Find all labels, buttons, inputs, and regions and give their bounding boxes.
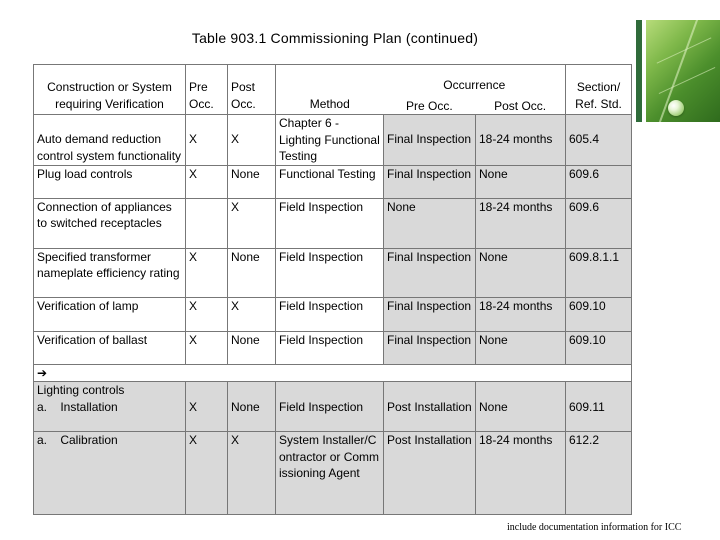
cell-system: a. Calibration — [34, 432, 186, 515]
cell-pre: X — [186, 297, 228, 331]
table-header-row — [34, 65, 632, 115]
decorative-band — [636, 20, 642, 122]
cell-occ-post: 18-24 months — [476, 115, 566, 166]
cell-occ-pre: Post Installation — [384, 382, 476, 432]
cell-system: Plug load controls — [34, 165, 186, 198]
cell-occ-post: 18-24 months — [476, 297, 566, 331]
header-section: Section/ Ref. Std. — [566, 65, 632, 115]
cell-post: None — [228, 165, 276, 198]
cell-post: None — [228, 248, 276, 297]
cell-section: 609.6 — [566, 165, 632, 198]
cell-system: Auto demand reduction control system functionality — [34, 115, 186, 166]
cell-pre: X — [186, 432, 228, 515]
cell-occ-pre: Final Inspection — [384, 165, 476, 198]
cell-pre: X — [186, 382, 228, 432]
footer-note: include documentation information for ICC — [507, 522, 682, 533]
cell-method: Functional Testing — [276, 165, 384, 198]
cell-post: None — [228, 331, 276, 364]
cell-method: Field Inspection — [276, 198, 384, 248]
cell-system — [34, 382, 186, 432]
cell-post: X — [228, 297, 276, 331]
table-row — [34, 382, 632, 432]
cell-pre: X — [186, 115, 228, 166]
arrow-cell — [34, 364, 632, 382]
cell-system: Specified transformer nameplate efficiency rating — [34, 248, 186, 297]
cell-occ-pre: Final Inspection — [384, 297, 476, 331]
cell-occ-post: None — [476, 248, 566, 297]
header-occ-post: Post Occ. — [494, 98, 547, 113]
cell-occ-pre: Final Inspection — [384, 115, 476, 166]
cell-occ-post: 18-24 months — [476, 432, 566, 515]
cell-section: 605.4 — [566, 115, 632, 166]
cell-occ-pre: None — [384, 198, 476, 248]
cell-section: 609.10 — [566, 331, 632, 364]
table-row — [34, 248, 632, 297]
cell-post: None — [228, 382, 276, 432]
lighting-controls-label: Lighting controls — [37, 383, 125, 397]
cell-section: 612.2 — [566, 432, 632, 515]
header-occ-pre: Pre Occ. — [406, 98, 453, 113]
header-occurrence-group — [384, 65, 566, 115]
cell-occ-post: None — [476, 382, 566, 432]
cell-occ-pre: Final Inspection — [384, 248, 476, 297]
cell-pre: X — [186, 248, 228, 297]
cell-system: Verification of ballast — [34, 331, 186, 364]
cell-occ-post: None — [476, 165, 566, 198]
header-occurrence-sub — [384, 94, 566, 115]
header-post-occ: Post Occ. — [228, 65, 276, 115]
arrow-right-icon: ➔ — [37, 365, 48, 380]
cell-section: 609.10 — [566, 297, 632, 331]
cell-method: Chapter 6 - Lighting Functional Testing — [276, 115, 384, 166]
table-row — [34, 432, 632, 515]
leaf-vein — [659, 67, 716, 94]
cell-occ-pre: Final Inspection — [384, 331, 476, 364]
commissioning-table-container — [33, 64, 631, 515]
table-row — [34, 165, 632, 198]
cell-pre: X — [186, 165, 228, 198]
cell-occ-post: 18-24 months — [476, 198, 566, 248]
cell-section: 609.11 — [566, 382, 632, 432]
cell-section: 609.6 — [566, 198, 632, 248]
cell-method: Field Inspection — [276, 297, 384, 331]
cell-occ-post: None — [476, 331, 566, 364]
table-row — [34, 297, 632, 331]
table-row-arrow — [34, 364, 632, 382]
header-construction: Construction or System requiring Verification — [34, 65, 186, 115]
cell-pre: X — [186, 331, 228, 364]
leaf-vein — [657, 37, 712, 63]
cell-system: Connection of appliances to switched receptacles — [34, 198, 186, 248]
cell-system: Verification of lamp — [34, 297, 186, 331]
cell-post: X — [228, 432, 276, 515]
table-row — [34, 331, 632, 364]
cell-method: Field Inspection — [276, 331, 384, 364]
table-row — [34, 115, 632, 166]
header-pre-occ: Pre Occ. — [186, 65, 228, 115]
commissioning-table — [33, 64, 632, 515]
installation-label: a. Installation — [37, 399, 118, 414]
cell-pre — [186, 198, 228, 248]
table-row — [34, 198, 632, 248]
cell-post: X — [228, 115, 276, 166]
cell-method: Field Inspection — [276, 382, 384, 432]
water-drop-icon — [668, 100, 684, 116]
page-title: Table 903.1 Commissioning Plan (continued) — [191, 30, 479, 46]
cell-section: 609.8.1.1 — [566, 248, 632, 297]
header-occurrence: Occurrence — [443, 78, 506, 92]
cell-post: X — [228, 198, 276, 248]
header-method: Method — [276, 65, 384, 115]
cell-method: Field Inspection — [276, 248, 384, 297]
cell-occ-pre: Post Installation — [384, 432, 476, 515]
leaf-image — [646, 20, 720, 122]
cell-method: System Installer/Contractor or Commissioning Agent — [276, 432, 384, 515]
